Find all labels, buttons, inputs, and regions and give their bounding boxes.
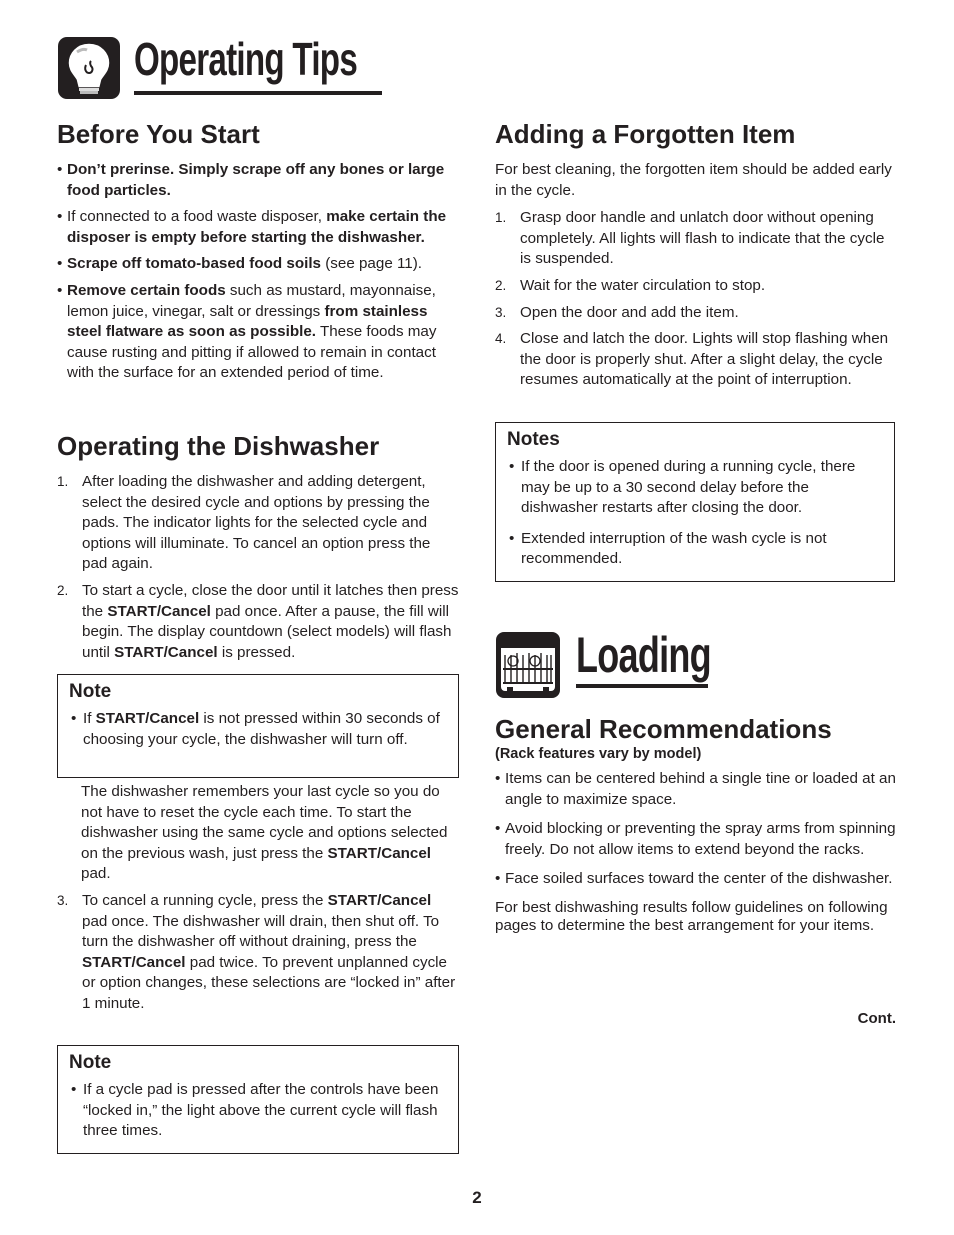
recommendations-bullets <box>495 769 897 890</box>
step-number: 3. <box>57 893 69 908</box>
list-item <box>57 207 459 248</box>
before-you-start-heading: Before You Start <box>57 119 260 149</box>
title-underline <box>134 91 382 95</box>
list-item <box>57 472 459 575</box>
note-item <box>69 1080 448 1142</box>
step-number: 1. <box>57 474 69 489</box>
forgotten-steps-list <box>495 208 897 391</box>
list-item <box>57 891 459 1015</box>
memory-text: pad. <box>81 865 111 883</box>
note-item: • Extended interruption of the wash cycle is not recommended. <box>507 529 884 570</box>
flatware-emphasis: from stainless steel flatware as soon as possible. <box>67 302 428 341</box>
step-text: Open the door and add the item. <box>520 303 739 321</box>
note-text: If <box>83 710 96 727</box>
list-item: • Face soiled surfaces toward the center of the dishwasher. <box>495 869 897 890</box>
disposer-tip-emphasis: make certain the disposer is empty before starting the dishwasher. <box>67 208 447 246</box>
step-number: 3. <box>495 304 507 320</box>
note-box-auto-off <box>57 674 459 778</box>
step-text: Wait for the water circulation to stop. <box>520 276 766 294</box>
list-item <box>495 208 897 270</box>
remove-foods-emphasis: Remove certain foods <box>67 281 226 299</box>
lightbulb-icon <box>57 36 121 100</box>
tomato-tip-text: (see page 11). <box>321 255 423 273</box>
loading-title-underline <box>576 684 708 688</box>
step-number: 1. <box>495 210 507 226</box>
loading-title: Loading <box>576 627 711 683</box>
closing-paragraph: For best dishwashing results follow guidelines on following pages to determine the best arrangement for your items. <box>495 898 888 935</box>
start-cancel-label: START/Cancel <box>82 953 186 971</box>
list-item <box>57 160 459 201</box>
general-recommendations-heading: General Recommendations <box>495 714 832 744</box>
step-number: 4. <box>495 331 507 347</box>
list-item <box>495 329 897 391</box>
list-item <box>57 581 459 663</box>
step-number: 2. <box>495 277 507 293</box>
rack-features-subheading: (Rack features vary by model) <box>495 746 702 762</box>
list-item <box>57 281 459 384</box>
start-cancel-label: START/Cancel <box>327 892 432 909</box>
operating-steps-1-2 <box>57 472 459 669</box>
rusting-warning-text: These foods may cause rusting and pitting if allowed to remain in contact with the surface for an extended period of time. <box>67 323 437 382</box>
note-item: • If the door is opened during a running cycle, there may be up to a 30 second delay before the dishwasher restarts after closing the door. <box>507 457 884 519</box>
step-number: 2. <box>57 582 69 598</box>
list-item <box>495 303 897 324</box>
note-text: is not pressed within 30 seconds of choosing your cycle, the dishwasher will turn off. <box>83 710 440 748</box>
note-title: Note <box>69 681 112 702</box>
page-number: 2 <box>472 1188 482 1207</box>
dishwasher-rack-icon <box>495 631 561 699</box>
tomato-tip-emphasis: Scrape off tomato-based food soils <box>67 255 321 273</box>
note-box-locked-in <box>57 1045 459 1154</box>
step-text: pad once. After a pause, the fill will begin. The display countdown (select models) will flash until <box>82 602 452 661</box>
step-text: pad once. The dishwasher will drain, then shut off. To turn the dishwasher off without draining, press the <box>82 912 440 951</box>
notes-box-forgotten <box>495 422 895 582</box>
memory-text: The dishwasher remembers your last cycle so you do not have to reset the cycle each time. To start the dishwasher using the same cycle and options selected on the previous wash, just press the <box>81 783 448 862</box>
operating-step-3 <box>57 891 459 1021</box>
list-item: • Items can be centered behind a single tine or loaded at an angle to maximize space. <box>495 769 897 810</box>
prerinse-tip: Don’t prerinse. Simply scrape off any bones or large food particles. <box>67 161 445 199</box>
general-recommendations-list <box>495 769 897 936</box>
list-item <box>57 254 459 275</box>
cycle-memory-paragraph <box>81 782 459 885</box>
step-text: Close and latch the door. Lights will stop flashing when the door is properly shut. After a slight delay, the cycle resumes automatically at the point of interruption. <box>520 330 889 389</box>
note-item <box>69 709 448 750</box>
notes-title: Notes <box>507 429 560 450</box>
forgotten-item-section <box>495 160 897 397</box>
operating-dishwasher-heading: Operating the Dishwasher <box>57 431 380 461</box>
step-text: is pressed. <box>217 643 296 661</box>
disposer-tip-text: If connected to a food waste disposer, <box>67 208 327 226</box>
note-text: If a cycle pad is pressed after the controls have been “locked in,” the light above the current cycle will flash three times. <box>83 1081 439 1140</box>
remove-foods-text: such as mustard, mayonnaise, lemon juice, vinegar, salt or dressings <box>67 281 436 320</box>
notes-list <box>507 457 884 570</box>
forgotten-intro: For best cleaning, the forgotten item should be added early in the cycle. <box>495 161 892 199</box>
step-text: To cancel a running cycle, press the <box>82 892 328 909</box>
continued-label: Cont. <box>857 1010 896 1027</box>
page-title: Operating Tips <box>134 33 358 85</box>
list-item <box>495 276 897 297</box>
step-text: After loading the dishwasher and adding detergent, select the desired cycle and options by pressing the pads. The indicator lights for the selected cycle and options will illuminate. To cancel an option press the pad again. <box>82 473 431 573</box>
before-you-start-list <box>57 160 459 390</box>
step-text: Grasp door handle and unlatch door without opening completely. All lights will flash to indicate that the cycle is suspended. <box>520 209 885 268</box>
start-cancel-label: START/Cancel <box>107 602 211 620</box>
list-item: • Avoid blocking or preventing the spray arms from spinning freely. Do not allow items to extend beyond the racks. <box>495 819 897 860</box>
start-cancel-label: START/Cancel <box>95 710 200 727</box>
forgotten-item-heading: Adding a Forgotten Item <box>495 119 796 149</box>
step-text: pad twice. To prevent unplanned cycle or option changes, these selections are “locked in” after 1 minute. <box>82 953 456 1012</box>
step-text: To start a cycle, close the door until it latches then press the <box>82 581 459 620</box>
start-cancel-label: START/Cancel <box>114 643 218 661</box>
note-title: Note <box>69 1052 112 1073</box>
start-cancel-label: START/Cancel <box>327 844 432 862</box>
